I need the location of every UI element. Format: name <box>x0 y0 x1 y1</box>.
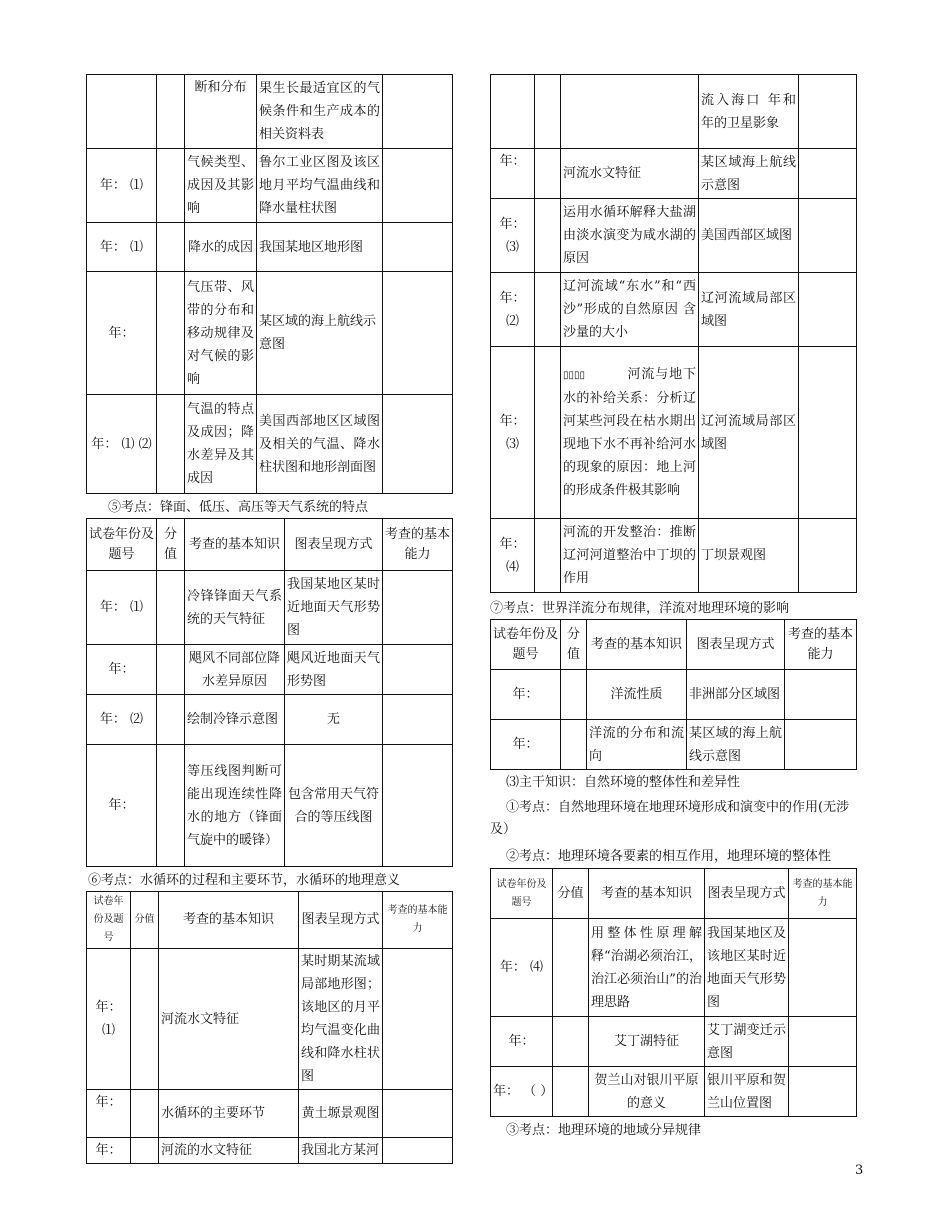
table-row <box>87 695 453 745</box>
year-cell: 年： ⑶ <box>491 199 535 273</box>
year-cell: 年： <box>87 272 157 395</box>
chart-cell: 某区域海上航线示意图 <box>699 149 799 199</box>
knowledge-cell: 河流的水文特征 <box>159 1138 299 1164</box>
chart-cell: 无 <box>285 695 383 745</box>
knowledge-cell: 运用水循环解释大盐湖由淡水演变为咸水湖的原因 <box>561 199 699 273</box>
table-header <box>87 892 453 949</box>
header-cell: 试卷年份及题号 <box>491 869 553 919</box>
knowledge-cell: 断和分布 <box>185 75 257 149</box>
header-cell: 图表呈现方式 <box>299 892 383 949</box>
knowledge-cell: 洋流性质 <box>587 670 687 720</box>
year-cell: 年： ⑶ <box>491 347 535 519</box>
score-cell <box>157 745 185 867</box>
table-row <box>87 571 453 645</box>
header-cell: 考查的基本能力 <box>383 892 453 949</box>
knowledge-cell: 河流水文特征 <box>159 949 299 1090</box>
year-cell: 年： <box>87 745 157 867</box>
year-cell: 年： ⑴ <box>87 949 131 1090</box>
table-row <box>491 519 857 593</box>
header-cell: 图表呈现方式 <box>705 869 789 919</box>
score-cell <box>157 75 185 149</box>
year-cell: 年： <box>87 1090 131 1138</box>
table-header <box>87 519 453 571</box>
ability-cell <box>383 1138 453 1164</box>
year-cell: 年： <box>87 645 157 695</box>
knowledge-cell: 飓风不同部位降水差异原因 <box>185 645 285 695</box>
year-cell: 年： ⑴ <box>87 223 157 272</box>
knowledge-cell: 降水的成因 <box>185 223 257 272</box>
table-row <box>87 75 453 149</box>
ability-cell <box>383 645 453 695</box>
header-cell: 试卷年份及题号 <box>87 892 131 949</box>
left-table-2 <box>86 518 453 867</box>
topic-paragraph: ①考点：自然地理环境在地理环境形成和演变中的作用(无涉及） <box>490 800 850 837</box>
ability-cell <box>383 571 453 645</box>
ability-cell <box>383 695 453 745</box>
year-cell: 年： <box>491 149 535 199</box>
placeholder-glyphs: ▯▯▯▯ <box>563 370 586 381</box>
score-cell <box>535 149 561 199</box>
chart-cell: 果生长最适宜区的气候条件和生产成本的相关资料表 <box>257 75 383 149</box>
table-row <box>87 645 453 695</box>
year-cell: 年： <box>491 720 561 770</box>
ability-cell <box>789 919 857 1017</box>
table-row <box>491 75 857 149</box>
left-table-1 <box>86 74 453 494</box>
ability-cell <box>799 347 857 519</box>
topic-paragraph: ②考点：地理环境各要素的相互作用，地理环境的整体性 <box>506 849 832 864</box>
ability-cell <box>383 395 453 494</box>
ability-cell <box>383 223 453 272</box>
score-cell <box>553 1067 589 1117</box>
year-cell: 年： <box>87 1138 131 1164</box>
ability-cell <box>799 519 857 593</box>
header-cell: 试卷年份及题号 <box>87 519 157 571</box>
ability-cell <box>789 1067 857 1117</box>
header-cell: 考查的基本知识 <box>185 519 285 571</box>
table-row <box>491 720 857 770</box>
ability-cell <box>383 745 453 867</box>
chart-cell: 辽河流域局部区域图 <box>699 347 799 519</box>
knowledge-text: 河流与地下水的补给关系：分析辽河某些河段在枯水期出现地下水不再补给河水的现象的原因：地上河的形成条件极其影响 <box>563 367 696 498</box>
header-cell: 考查的基本知识 <box>159 892 299 949</box>
section-caption: ⑦考点：世界洋流分布规律，洋流对地理环境的影响 <box>490 601 790 616</box>
chart-cell: 我国北方某河 <box>299 1138 383 1164</box>
year-cell <box>87 75 157 149</box>
table-row <box>491 273 857 347</box>
chart-cell: 非洲部分区域图 <box>687 670 785 720</box>
table-row <box>87 949 453 1090</box>
table-row <box>491 199 857 273</box>
score-cell <box>535 199 561 273</box>
knowledge-cell: 绘制冷锋示意图 <box>185 695 285 745</box>
chart-cell: 银川平原和贺兰山位置图 <box>705 1067 789 1117</box>
knowledge-cell: 用整体性原理解释“治湖必须治江，治江必须治山”的治理思路 <box>589 919 705 1017</box>
table-row <box>491 670 857 720</box>
chart-cell: 丁坝景观图 <box>699 519 799 593</box>
year-cell: 年： <box>491 1017 553 1067</box>
table-row <box>87 149 453 223</box>
ability-cell <box>383 149 453 223</box>
score-cell <box>157 395 185 494</box>
knowledge-cell: 辽河流域“东水”和“西沙”形成的自然原因 含沙量的大小 <box>561 273 699 347</box>
year-cell: 年： <box>491 670 561 720</box>
table-row <box>491 919 857 1017</box>
score-cell <box>535 75 561 149</box>
knowledge-cell: 贺兰山对银川平原的意义 <box>589 1067 705 1117</box>
page-number: 3 <box>855 1163 864 1178</box>
section-caption: ⑥考点：水循环的过程和主要环节，水循环的地理意义 <box>88 873 401 888</box>
knowledge-cell <box>561 347 699 519</box>
chart-cell: 艾丁湖变迁示意图 <box>705 1017 789 1067</box>
year-cell: 年： ⑴ ⑵ <box>87 395 157 494</box>
header-cell: 分值 <box>553 869 589 919</box>
ability-cell <box>785 720 857 770</box>
header-cell: 分值 <box>131 892 159 949</box>
table-row <box>491 347 857 519</box>
score-cell <box>535 519 561 593</box>
header-cell: 考查的基本能力 <box>785 620 857 670</box>
ability-cell <box>789 1017 857 1067</box>
section-caption: ⑤考点：锋面、低压、高压等天气系统的特点 <box>108 500 369 515</box>
ability-cell <box>799 273 857 347</box>
chart-cell: 辽河流域局部区域图 <box>699 273 799 347</box>
score-cell <box>157 645 185 695</box>
right-table-1 <box>490 74 857 593</box>
score-cell <box>131 1138 159 1164</box>
ability-cell <box>383 1090 453 1138</box>
section-heading: ⑶主干知识：自然环境的整体性和差异性 <box>506 775 741 790</box>
right-table-3 <box>490 868 857 1117</box>
chart-cell: 某区域的海上航线示意图 <box>687 720 785 770</box>
chart-cell: 我国某地区地形图 <box>257 223 383 272</box>
year-cell <box>491 75 535 149</box>
year-cell: 年： ⑵ <box>87 695 157 745</box>
year-cell: 年： ⑷ <box>491 519 535 593</box>
year-cell: 年： ⑵ <box>491 273 535 347</box>
table-header <box>491 869 857 919</box>
chart-cell: 黄土塬景观图 <box>299 1090 383 1138</box>
left-table-3 <box>86 891 453 1164</box>
ability-cell <box>799 75 857 149</box>
knowledge-cell: 等压线图判断可能出现连续性降水的地方（锋面气旋中的暖锋） <box>185 745 285 867</box>
ability-cell <box>799 199 857 273</box>
year-cell: 年： ⑷ <box>491 919 553 1017</box>
knowledge-cell: 艾丁湖特征 <box>589 1017 705 1067</box>
score-cell <box>553 1017 589 1067</box>
table-row <box>87 223 453 272</box>
table-row <box>491 1017 857 1067</box>
header-cell: 图表呈现方式 <box>285 519 383 571</box>
header-cell: 图表呈现方式 <box>687 620 785 670</box>
header-cell: 分值 <box>561 620 587 670</box>
header-cell: 考查的基本能力 <box>789 869 857 919</box>
table-row <box>87 1090 453 1138</box>
score-cell <box>535 273 561 347</box>
header-cell: 考查的基本知识 <box>587 620 687 670</box>
score-cell <box>131 1090 159 1138</box>
chart-cell: 包含常用天气符合的等压线图 <box>285 745 383 867</box>
year-cell: 年： ⑴ <box>87 571 157 645</box>
score-cell <box>561 720 587 770</box>
ability-cell <box>785 670 857 720</box>
score-cell <box>157 149 185 223</box>
ability-cell <box>383 272 453 395</box>
ability-cell <box>383 949 453 1090</box>
score-cell <box>157 571 185 645</box>
chart-cell: 我国某地区及该地区某时近地面天气形势图 <box>705 919 789 1017</box>
knowledge-cell: 河流的开发整治：推断辽河河道整治中丁坝的作用 <box>561 519 699 593</box>
chart-cell: 某区域的海上航线示意图 <box>257 272 383 395</box>
year-cell: 年： ⑴ <box>87 149 157 223</box>
chart-cell: 飓风近地面天气形势图 <box>285 645 383 695</box>
knowledge-cell: 河流水文特征 <box>561 149 699 199</box>
table-header <box>491 620 857 670</box>
knowledge-cell: 气候类型、成因及其影响 <box>185 149 257 223</box>
chart-cell: 流入海口 年和 年的卫星影象 <box>699 75 799 149</box>
chart-cell: 某时期某流域局部地形图；该地区的月平均气温变化曲线和降水柱状图 <box>299 949 383 1090</box>
chart-cell: 美国西部地区区域图及相关的气温、降水柱状图和地形剖面图 <box>257 395 383 494</box>
topic-paragraph: ③考点：地理环境的地域分异规律 <box>506 1123 702 1138</box>
knowledge-cell: 气温的特点及成因；降水差异及其成因 <box>185 395 257 494</box>
header-cell: 试卷年份及题号 <box>491 620 561 670</box>
header-cell: 考查的基本知识 <box>589 869 705 919</box>
knowledge-cell: 气压带、风带的分布和移动规律及对气候的影响 <box>185 272 257 395</box>
ability-cell <box>799 149 857 199</box>
knowledge-cell: 洋流的分布和流向 <box>587 720 687 770</box>
score-cell <box>553 919 589 1017</box>
knowledge-cell <box>561 75 699 149</box>
table-row <box>87 272 453 395</box>
year-cell: 年： （ ） <box>491 1067 553 1117</box>
table-row <box>87 745 453 867</box>
ability-cell <box>383 75 453 149</box>
chart-cell: 美国西部区域图 <box>699 199 799 273</box>
table-row <box>491 149 857 199</box>
table-row <box>491 1067 857 1117</box>
header-cell: 考查的基本能力 <box>383 519 453 571</box>
score-cell <box>157 223 185 272</box>
knowledge-cell: 冷锋锋面天气系统的天气特征 <box>185 571 285 645</box>
chart-cell: 鲁尔工业区图及该区 地月平均气温曲线和降水量柱状图 <box>257 149 383 223</box>
right-table-2 <box>490 619 857 770</box>
table-row <box>87 1138 453 1164</box>
score-cell <box>157 272 185 395</box>
score-cell <box>535 347 561 519</box>
score-cell <box>157 695 185 745</box>
knowledge-cell: 水循环的主要环节 <box>159 1090 299 1138</box>
header-cell: 分值 <box>157 519 185 571</box>
score-cell <box>561 670 587 720</box>
table-row <box>87 395 453 494</box>
score-cell <box>131 949 159 1090</box>
chart-cell: 我国某地区某时近地面天气形势图 <box>285 571 383 645</box>
